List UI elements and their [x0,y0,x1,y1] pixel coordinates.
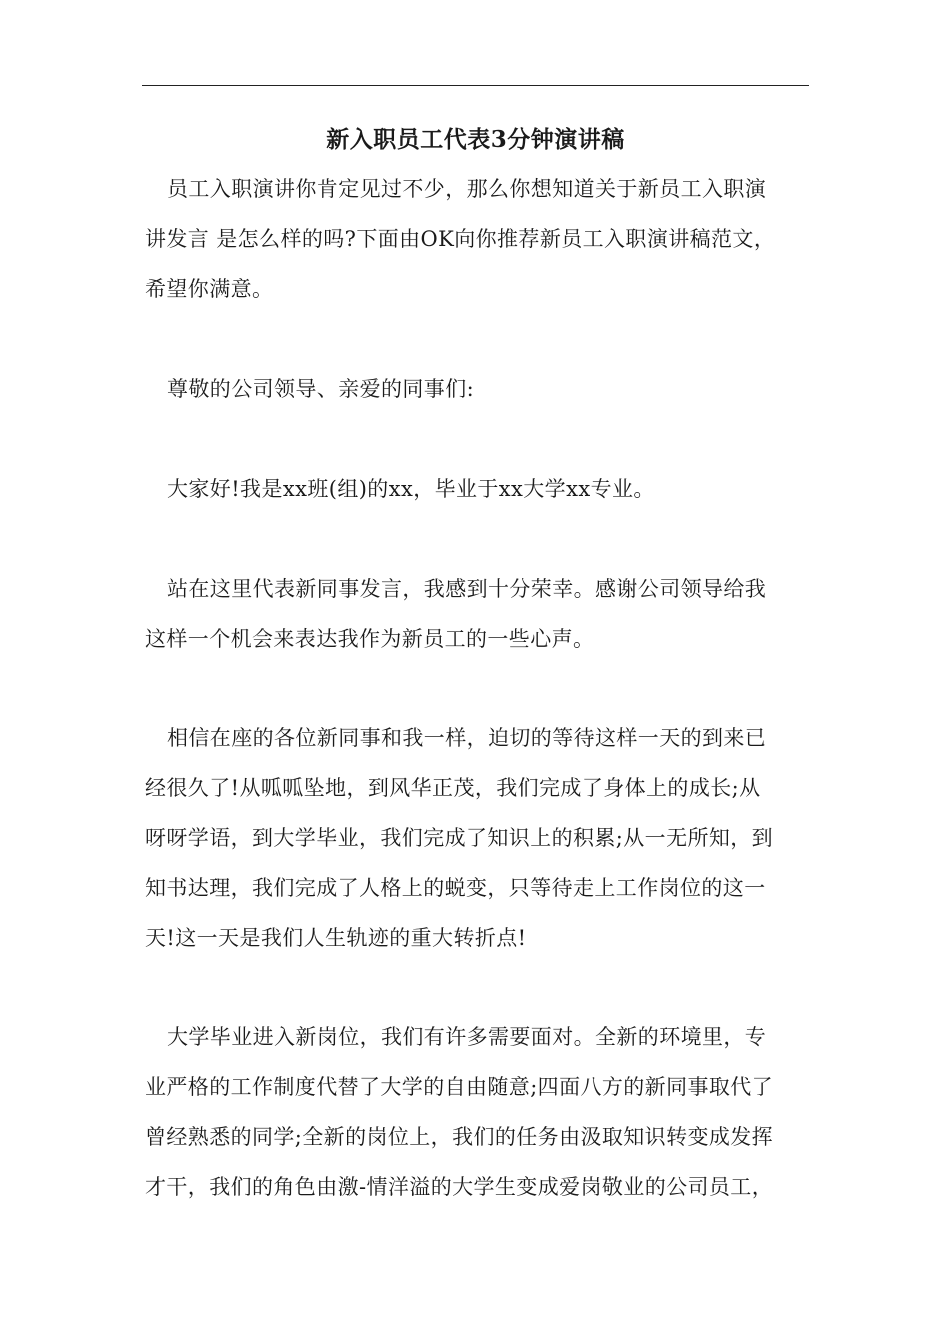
paragraph-line: 大家好!我是xx班(组)的xx，毕业于xx大学xx专业。 [167,477,655,501]
paragraph-line: 站在这里代表新同事发言，我感到十分荣幸。感谢公司领导给我 [167,577,767,601]
paragraph-line: 讲发言 是怎么样的吗?下面由OK向你推荐新员工入职演讲稿范文， [145,227,776,251]
paragraph-greeting [145,464,810,514]
paragraph-honor [145,564,810,664]
paragraph-line: 才干，我们的角色由激-情洋溢的大学生变成爱岗敬业的公司员工， [145,1175,774,1199]
paragraph-line: 业严格的工作制度代替了大学的自由随意;四面八方的新同事取代了 [145,1075,774,1099]
paragraph-line: 经很久了!从呱呱坠地，到风华正茂，我们完成了身体上的成长;从 [145,776,761,800]
paragraph-line: 这样一个机会来表达我作为新员工的一些心声。 [145,627,595,651]
paragraph-line: 相信在座的各位新同事和我一样，迫切的等待这样一天的到来已 [167,726,767,750]
paragraph-line: 尊敬的公司领导、亲爱的同事们: [167,377,475,401]
paragraph-salutation [145,364,810,414]
paragraph-line: 天!这一天是我们人生轨迹的重大转折点! [145,926,527,950]
document-title: 新入职员工代表3分钟演讲稿 [326,126,625,153]
paragraph-intro [145,164,810,314]
paragraph-line: 员工入职演讲你肯定见过不少，那么你想知道关于新员工入职演 [167,177,767,201]
paragraph-line: 知书达理，我们完成了人格上的蜕变，只等待走上工作岗位的这一 [145,876,766,900]
paragraph-new-role [145,1012,810,1212]
paragraph-line: 希望你满意。 [145,277,274,301]
paragraph-line: 呀呀学语，到大学毕业，我们完成了知识上的积累;从一无所知，到 [145,826,774,850]
paragraph-line: 曾经熟悉的同学;全新的岗位上，我们的任务由汲取知识转变成发挥 [145,1125,774,1149]
paragraph-journey [145,713,810,963]
paragraph-line: 大学毕业进入新岗位，我们有许多需要面对。全新的环境里，专 [167,1025,767,1049]
header-rule [142,85,809,86]
